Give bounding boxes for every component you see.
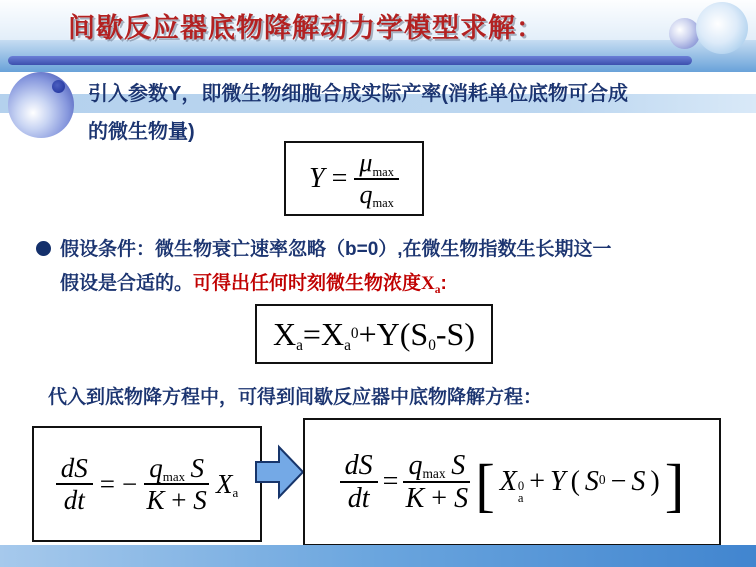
bullet2-line2-red: 可得出任何时刻微生物浓度 (193, 273, 422, 294)
xa-term1: Xa (272, 315, 303, 354)
xa-equals: = (302, 315, 321, 352)
decor-sphere-large (696, 2, 748, 54)
formula-yield-lhs: Y (309, 162, 325, 194)
xa-variable: $X_a$ (421, 273, 441, 296)
bullet1-line1: 引入参数Y，即微生物细胞合成实际产率(消耗单位底物可合成 (88, 83, 628, 105)
rate-right-equals: = (382, 466, 399, 497)
formula-rate-right-box: $\frac{dS}{dt}$ = $\frac{\text{qmax S}}{K + S}$ [ X 0 a + Y ( $S^0$ − S ) ] (303, 418, 721, 546)
mu-max-subscript: max (372, 164, 394, 179)
rate-right-yield: Y (550, 466, 566, 497)
bottom-gradient-bar (0, 545, 756, 567)
bullet2-line2 (60, 268, 447, 295)
xa-s0: S0 (410, 315, 436, 354)
bullet2-colon: : (440, 273, 447, 294)
bullet-sphere-icon (8, 72, 74, 138)
rate-right-plus: + (529, 466, 545, 497)
xa-rparen: ) (464, 315, 475, 352)
xa-minus: - (435, 315, 447, 352)
xa-s: S (446, 315, 465, 352)
bullet2-dot-icon (36, 241, 51, 256)
dsdt-fraction: $\frac{dS}{dt}$ (56, 454, 93, 515)
xa-term2: Xa$^0$ (320, 315, 359, 354)
dsdt-fraction-right: $\frac{dS}{dt}$ (340, 451, 378, 514)
bullet1-line2: 的微生物量) (88, 121, 195, 143)
mu-symbol: μ (359, 148, 373, 178)
rate-right-xa0: X 0 a (499, 465, 525, 506)
bullet2-line2-prefix: 假设是合适的。 (60, 273, 194, 294)
monod-fraction-right: $\frac{\text{qmax S}}{K + S}$ (403, 451, 470, 514)
lead-in-text: 代入到底物降方程中，可得到间歇反应器中底物降解方程： (48, 387, 543, 408)
formula-yield-box (284, 141, 424, 216)
rate-left-minus: − (122, 468, 138, 499)
rate-right-rparen: ) (650, 466, 660, 497)
monod-fraction: $\frac{\text{qmax S}}{K + S}$ (144, 454, 209, 515)
block-arrow-icon (255, 441, 305, 503)
rate-right-minus: − (610, 466, 627, 497)
xa-lparen: ( (399, 315, 411, 352)
rate-right-s: S (631, 466, 646, 497)
title-divider-pill (8, 56, 692, 65)
xa-plus: + (358, 315, 377, 352)
rate-right-s0: $S^0$ (584, 466, 606, 497)
q-symbol: q (359, 179, 373, 209)
formula-yield-equals: = (331, 162, 348, 194)
xa-yield: Y (376, 315, 400, 352)
rate-left-xa: Xa (215, 468, 239, 501)
rate-left-equals: = (99, 468, 116, 499)
formula-biomass-box (255, 304, 493, 364)
page-title: 间歇反应器底物降解动力学模型求解： (68, 13, 544, 43)
decor-sphere-small (669, 18, 700, 49)
bullet-sphere-dot (52, 80, 65, 93)
q-max-subscript: max (372, 195, 394, 210)
bullet2-line1: 假设条件：微生物衰亡速率忽略（b=0）,在微生物指数生长期这一 (60, 239, 612, 260)
formula-rate-left-box (32, 426, 262, 542)
rate-right-lparen: ( (570, 466, 580, 497)
formula-yield-fraction (354, 149, 399, 208)
